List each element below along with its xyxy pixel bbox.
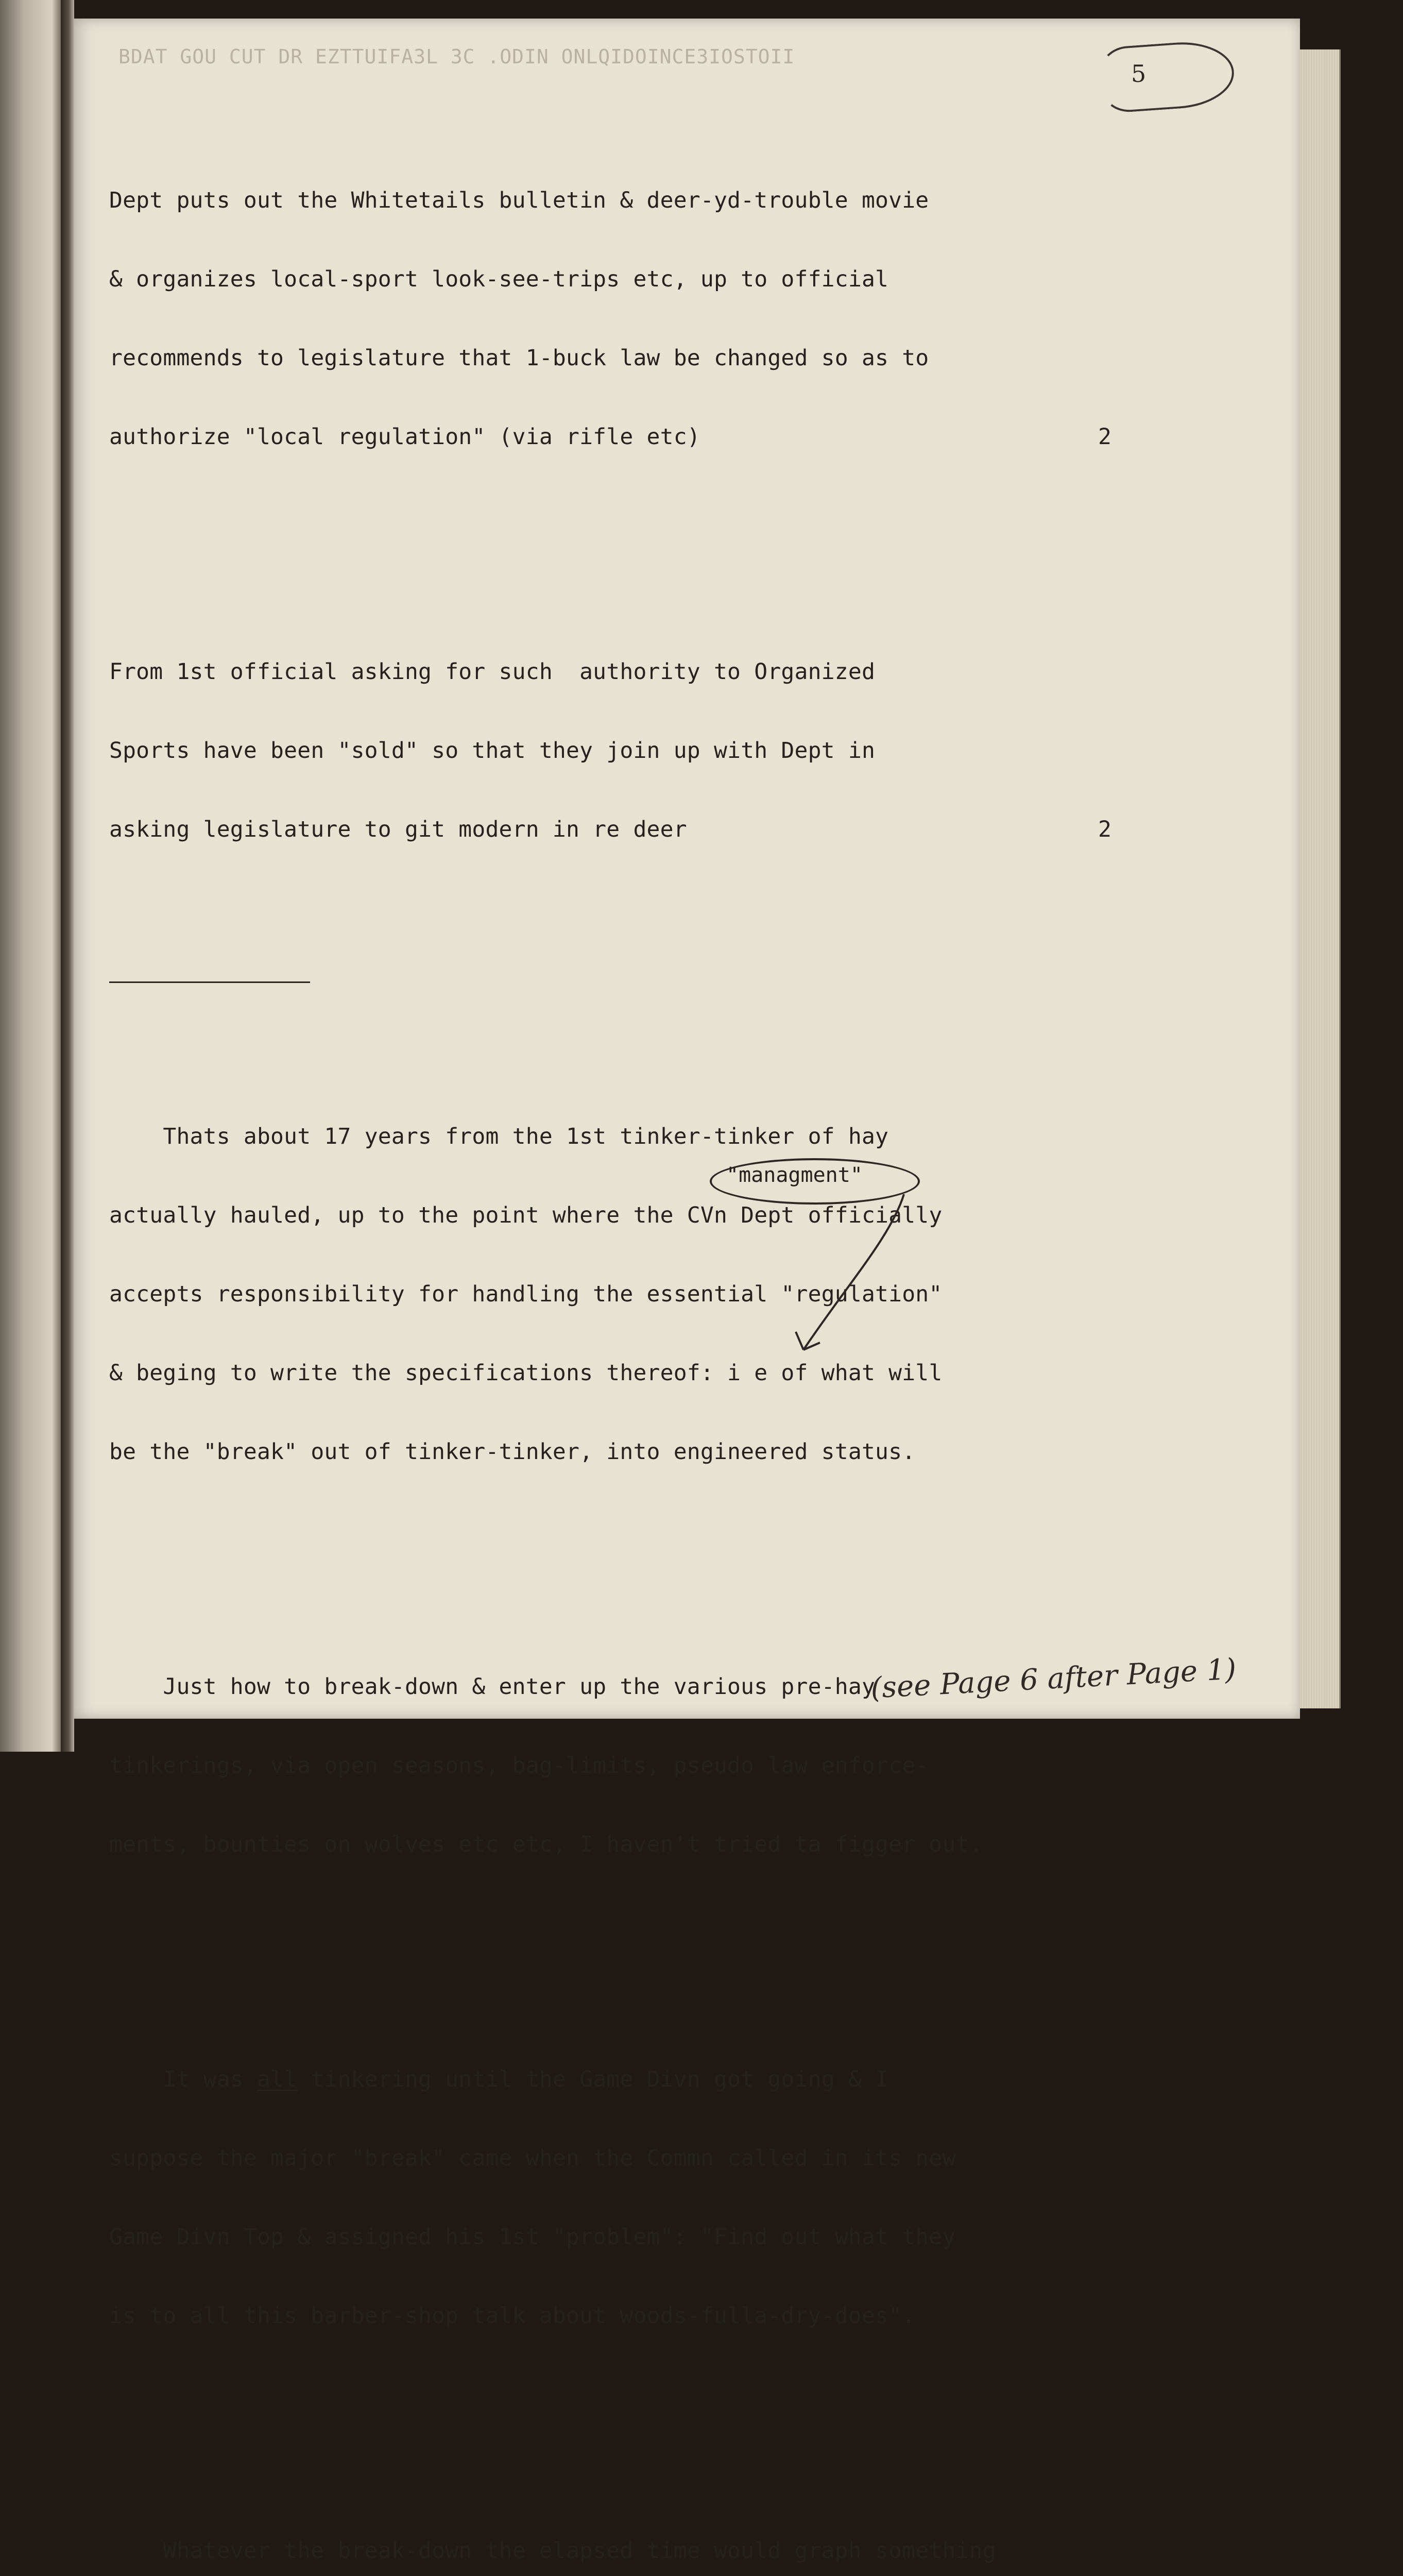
- text-line: & organizes local-sport look-see-trips etc, up to official: [109, 266, 889, 292]
- text-line: Dept puts out the Whitetails bulletin & deer-yd-trouble movie: [109, 188, 929, 213]
- text-line: Thats about 17 years from the 1st tinker-tinker of hay: [109, 1124, 889, 1149]
- text-line: accepts responsibility for handling the essential "regulation": [109, 1281, 943, 1307]
- text-line: recommends to legislature that 1-buck law be changed so as to: [109, 345, 929, 371]
- handwritten-note: (see Page 6 after Page 1): [869, 1652, 1237, 1705]
- value-label: 2: [1098, 817, 1112, 842]
- text-line: asking legislature to git modern in re deer 2: [109, 817, 1112, 842]
- text-line: Game Divn Top & assigned his 1st "problem": "Find out what they: [109, 2224, 956, 2250]
- text-line: & beging to write the specifications thereof: i e of what will: [109, 1360, 943, 1386]
- text-line: It was all tinkering until the Game Divn got going & I: [109, 2066, 889, 2092]
- annotation-text: "managment": [726, 1163, 863, 1187]
- text-line: is to all this barber-shop talk about woods-fulla-dry-does".: [109, 2303, 916, 2329]
- text-line: actually hauled, up to the point where the CVn Dept officially: [109, 1202, 943, 1228]
- text-line: authorize "local regulation" (via rifle etc) 2: [109, 424, 1112, 450]
- text-line: ments, bounties on wolves etc etc, I haven't tried ta figger out.: [109, 1832, 983, 1857]
- text-line: Just how to break-down & enter up the various pre-hay: [109, 1674, 876, 1700]
- paragraph-6: [109, 2485, 1201, 2576]
- text-line: From 1st official asking for such authority to Organized: [109, 659, 876, 685]
- value-label: 2: [1098, 424, 1112, 450]
- page-number: 5: [1131, 60, 1147, 88]
- text-line: tinkerings, via open seasons, bag-limits, pseudo law enforce-: [109, 1753, 929, 1778]
- paragraph-5: [109, 2014, 1201, 2382]
- text-line: suppose the major "break" came when the Commn called in its new: [109, 2145, 956, 2171]
- text-line: be the "break" out of tinker-tinker, into engineered status.: [109, 1439, 916, 1465]
- text-line: Sports have been "sold" so that they join up with Dept in: [109, 738, 876, 764]
- bleed-through-text: BDAT GOU CUT DR EZTTUIFA3L 3C .ODIN ONLQIDOINCE3IOSTOII: [118, 45, 795, 66]
- text-line: Whatever the break-down the elapsed time would graph something: [109, 2538, 996, 2564]
